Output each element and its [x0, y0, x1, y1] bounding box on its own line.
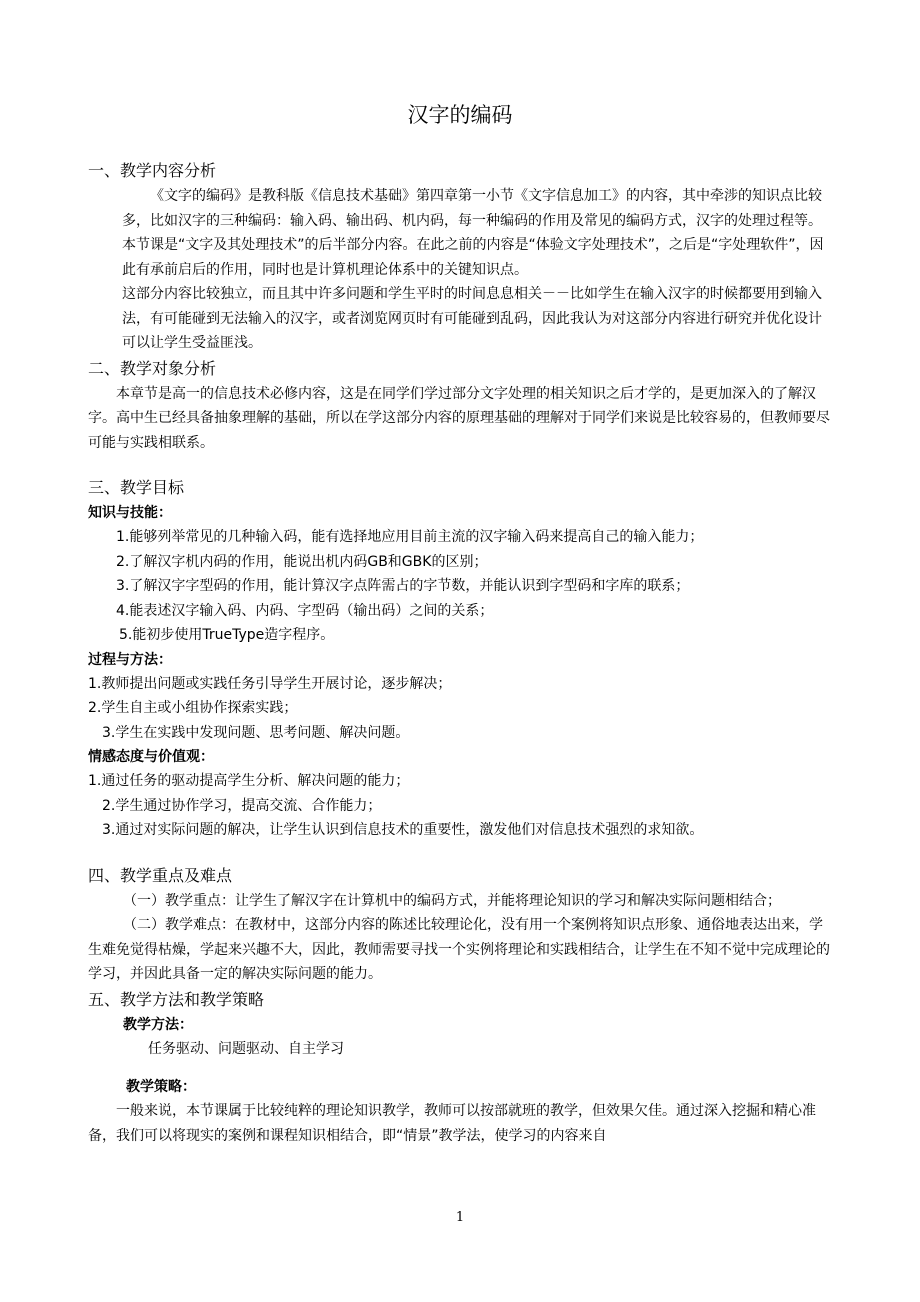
knowledge-item: 2.了解汉字机内码的作用，能说出机内码GB和GBK的区别； — [116, 553, 488, 570]
process-item: 2.学生自主或小组协作探索实践； — [88, 700, 298, 716]
emotion-item: 2.学生通过协作学习，提高交流、合作能力； — [102, 797, 382, 814]
emotion-item: 1.通过任务的驱动提高学生分析、解决问题的能力； — [88, 773, 410, 789]
emotion-values-title: 情感态度与价值观： — [88, 749, 214, 765]
teaching-method-text: 任务驱动、问题驱动、自主学习 — [148, 1040, 344, 1057]
key-point-paragraph: （一）教学重点：让学生了解汉字在计算机中的编码方式，并能将理论知识的学习和解决实际问题相结合； — [123, 892, 781, 909]
teaching-strategy-text: 一般来说，本节课属于比较纯粹的理论知识教学，教师可以按部就班的教学，但效果欠佳。通过深入挖掘和精心准备，我们可以将现实的案例和课程知识相结合，即“情景”教学法，使学习的内容来自 — [88, 1103, 816, 1144]
process-method-title: 过程与方法： — [88, 651, 172, 668]
difficulty-paragraph: （二）教学难点：在教材中，这部分内容的陈述比较理论化，没有用一个案例将知识点形象、通俗地表达出来，学生难免觉得枯燥，学起来兴趣不大，因此，教师需要寻找一个实例将理论和实践相结合，让学生在不知不觉中完成理论的学习，并因此具备一定的解决实际问题的能力。 — [88, 917, 830, 982]
knowledge-item: 5.能初步使用TrueType造字程序。 — [119, 627, 335, 643]
section-2-heading: 二、教学对象分析 — [88, 358, 217, 378]
emotion-item: 3.通过对实际问题的解决，让学生认识到信息技术的重要性，激发他们对信息技术强烈的求知欲。 — [102, 822, 704, 838]
doc-body — [88, 158, 833, 1148]
process-item: 3.学生在实践中发现问题、思考问题、解决问题。 — [102, 724, 410, 741]
section-2-paragraph-1: 本章节是高一的信息技术必修内容，这是在同学们学过部分文字处理的相关知识之后才学的，是更加深入的了解汉字。高中生已经具备抽象理解的基础，所以在学这部分内容的原理基础的理解对于同学们来说是比较容易的，但教师要尽可能与实践相联系。 — [88, 385, 830, 451]
knowledge-item: 1.能够列举常见的几种输入码，能有选择地应用目前主流的汉字输入码来提高自己的输入能力； — [116, 529, 704, 545]
knowledge-skills-title: 知识与技能： — [88, 505, 172, 521]
section-1-paragraph-2: 这部分内容比较独立，而且其中许多问题和学生平时的时间息息相关－－比如学生在输入汉字的时候都要用到输入法，有可能碰到无法输入的汉字，或者浏览网页时有可能碰到乱码，因此我认为对这部分内容进行研究并优化设计可以让学生受益匪浅。 — [122, 286, 822, 351]
section-1-paragraph-1: 《文字的编码》是教科版《信息技术基础》第四章第一小节《文字信息加工》的内容，其中牵涉的知识点比较多，比如汉字的三种编码：输入码、输出码、机内码，每一种编码的作用及常见的编码方式，汉字的处理过程等。 本节课是“文字及其处理技术”的后半部分内容。在此之前的内容是“体验文字处理技术”，之后是“字处理软件”，因此有承前启后的作用，同时也是计算机理论体系中的关键知识点。 — [122, 188, 824, 278]
page-number: 1 — [455, 1210, 465, 1225]
doc-title: 汉字的编码 — [407, 103, 513, 127]
knowledge-item: 3.了解汉字字型码的作用，能计算汉字点阵需占的字节数，并能认识到字型码和字库的联系； — [116, 578, 690, 594]
process-item: 1.教师提出问题或实践任务引导学生开展讨论，逐步解决； — [88, 675, 452, 692]
section-4-heading: 四、教学重点及难点 — [88, 865, 233, 885]
section-1-heading: 一、教学内容分析 — [88, 161, 217, 180]
teaching-strategy-title: 教学策略： — [126, 1079, 196, 1095]
section-5-heading: 五、教学方法和教学策略 — [88, 989, 265, 1009]
section-3-heading: 三、教学目标 — [88, 478, 185, 497]
knowledge-item: 4.能表述汉字输入码、内码、字型码（输出码）之间的关系； — [116, 602, 494, 619]
teaching-method-title: 教学方法： — [123, 1016, 193, 1033]
